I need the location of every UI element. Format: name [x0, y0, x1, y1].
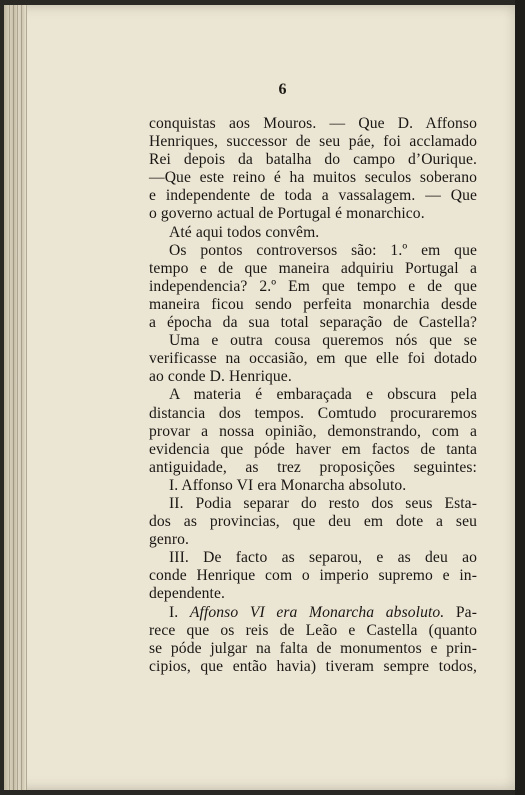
text-line: distancia dos tempos. Comtudo procuraremos [149, 404, 477, 422]
text-line: tempo e de que maneira adquiriu Portugal a [149, 259, 477, 277]
text-line: dos as provincias, que deu em dote a seu [149, 513, 477, 531]
text-line: II. Podia separar do resto dos seus Esta- [169, 494, 477, 512]
text-line: dependente. [149, 585, 226, 603]
text-line: Até aqui todos convêm. [169, 223, 320, 241]
text-run: I. [169, 603, 190, 621]
page-edge-line [13, 5, 14, 790]
text-line: Henriques, successor de seu páe, foi acclamado [149, 133, 477, 151]
text-line: o governo actual de Portugal é monarchico. [149, 205, 425, 223]
text-line: III. De facto as separou, e as deu ao [169, 549, 477, 567]
text-line: antiguidade, as trez proposições seguintes: [149, 458, 477, 476]
text-line: —Que este reino é ha muitos seculos soberano [149, 169, 477, 187]
italic-heading: Affonso VI era Monarcha absoluto. [189, 603, 445, 621]
text-line: Os pontos controversos são: 1.º em que [169, 241, 477, 259]
text-line: rece que os reis de Leão e Castella (quanto [149, 621, 477, 639]
scan-border [515, 0, 525, 795]
page-edge-line [9, 5, 10, 790]
text-line: a épocha da sua total separação de Castella? [149, 314, 477, 332]
text-line: maneira ficou sendo perfeita monarchia desde [149, 295, 477, 313]
page-gutter [4, 5, 27, 790]
body-text [149, 115, 477, 676]
text-line: independencia? 2.º Em que tempo e de que [149, 277, 477, 295]
text-run: Pa- [444, 603, 477, 621]
text-line: I. Affonso VI era Monarcha absoluto. [169, 476, 407, 494]
text-line: A materia é embaraçada e obscura pela [169, 386, 477, 404]
text-line: verificasse na occasião, em que elle foi dotado [149, 350, 477, 368]
text-line: evidencia que póde haver em factos de tanta [149, 440, 477, 458]
page-edge-line [21, 5, 22, 790]
text-line: se póde julgar na falta de monumentos e prin- [149, 639, 477, 657]
text-line: cipios, que então havia) tiveram sempre todos, [149, 657, 477, 675]
page-number: 6 [278, 81, 287, 98]
text-line: e independente de toda a vassalagem. — Que [149, 187, 477, 205]
text-line: conde Henrique com o imperio supremo e in- [149, 567, 477, 585]
text-line: Uma e outra cousa queremos nós que se [169, 332, 477, 350]
text-line-mixed [149, 604, 477, 622]
text-line: genro. [149, 531, 190, 549]
text-line: conquistas aos Mouros. — Que D. Affonso [149, 115, 477, 132]
text-line: provar a nossa opinião, demonstrando, com a [149, 422, 477, 440]
text-line: Rei depois da batalha do campo d’Ourique. [149, 151, 477, 169]
page-edge-line [17, 5, 18, 790]
text-line: ao conde D. Henrique. [149, 368, 292, 386]
